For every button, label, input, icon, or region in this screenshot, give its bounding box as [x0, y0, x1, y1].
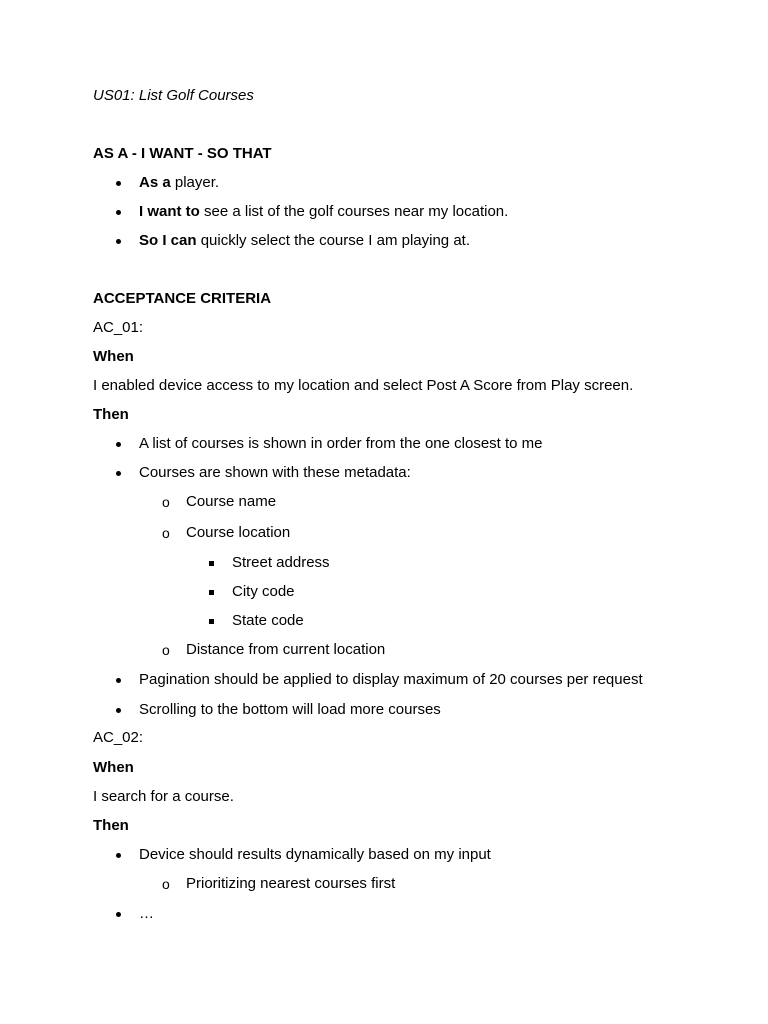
bullet-icon	[116, 708, 121, 713]
ac01-item: Pagination should be applied to display maximum of 20 courses per request	[139, 671, 643, 688]
ac01-when-label: When	[93, 348, 134, 365]
ac02-then-label: Then	[93, 817, 129, 834]
ac02-when-text: I search for a course.	[93, 788, 234, 805]
document-title: US01: List Golf Courses	[93, 87, 254, 104]
ac02-when-label: When	[93, 759, 134, 776]
ac01-label: AC_01:	[93, 319, 144, 336]
location-field-item: Street address	[232, 554, 330, 571]
ac02-item: Device should results dynamically based on my input	[139, 846, 491, 863]
ac01-item: A list of courses is shown in order from the one closest to me	[139, 435, 543, 452]
metadata-item: Course name	[186, 493, 277, 510]
ac02-item: …	[139, 905, 154, 922]
story-item-lead: So I can	[139, 232, 197, 249]
metadata-item: Course location	[186, 524, 291, 541]
story-item-so-i-can	[139, 232, 470, 250]
bullet-icon	[116, 853, 121, 858]
square-bullet-icon	[209, 561, 214, 566]
ac01-item: Courses are shown with these metadata:	[139, 464, 411, 481]
bullet-icon	[116, 678, 121, 683]
location-field-item: State code	[232, 612, 304, 629]
location-field-item: City code	[232, 583, 295, 600]
ac02-sub-item: Prioritizing nearest courses first	[186, 875, 396, 892]
story-item-text: quickly select the course I am playing at.	[196, 232, 470, 249]
bullet-icon	[116, 471, 121, 476]
bullet-icon	[116, 210, 121, 215]
story-item-text: see a list of the golf courses near my location.	[199, 203, 509, 220]
story-item-i-want-to	[139, 203, 508, 221]
bullet-icon	[116, 442, 121, 447]
bullet-icon	[116, 181, 121, 186]
story-item-lead: As a	[139, 174, 171, 191]
bullet-icon	[116, 912, 121, 917]
circle-bullet-icon: o	[162, 642, 170, 658]
ac01-then-label: Then	[93, 406, 129, 423]
story-item-text: player.	[170, 174, 220, 191]
metadata-item: Distance from current location	[186, 641, 386, 658]
circle-bullet-icon: o	[162, 494, 170, 510]
story-item-as-a	[139, 174, 219, 192]
ac01-item: Scrolling to the bottom will load more courses	[139, 701, 441, 718]
circle-bullet-icon: o	[162, 525, 170, 541]
criteria-heading: ACCEPTANCE CRITERIA	[93, 290, 272, 307]
story-item-lead: I want to	[139, 203, 200, 220]
square-bullet-icon	[209, 619, 214, 624]
bullet-icon	[116, 239, 121, 244]
story-heading: AS A - I WANT - SO THAT	[93, 145, 272, 162]
ac01-when-text: I enabled device access to my location and select Post A Score from Play screen.	[93, 377, 634, 394]
square-bullet-icon	[209, 590, 214, 595]
circle-bullet-icon: o	[162, 876, 170, 892]
ac02-label: AC_02:	[93, 729, 144, 746]
